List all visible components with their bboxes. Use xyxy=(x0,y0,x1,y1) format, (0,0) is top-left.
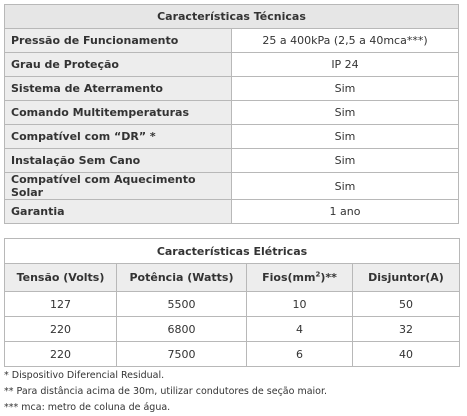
spec-value: Sim xyxy=(232,173,459,200)
cell-tensao: 220 xyxy=(5,342,117,367)
footnote-mca: *** mca: metro de coluna de água. xyxy=(4,402,171,413)
spec-label: Sistema de Aterramento xyxy=(5,77,232,101)
cell-disjuntor: 32 xyxy=(353,317,460,342)
spec-value: Sim xyxy=(232,149,459,173)
table-row xyxy=(5,292,460,317)
electrical-specs-table xyxy=(4,238,460,367)
table-row xyxy=(5,53,459,77)
footnotes xyxy=(4,368,327,416)
spec-label: Pressão de Funcionamento xyxy=(5,29,232,53)
table-row xyxy=(5,173,459,200)
spec-label: Garantia xyxy=(5,200,232,224)
spec-label: Compatível com Aquecimento Solar xyxy=(5,173,232,200)
table-row xyxy=(5,200,459,224)
spec-value: 25 a 400kPa (2,5 a 40mca***) xyxy=(232,29,459,53)
cell-potencia: 5500 xyxy=(117,292,247,317)
header-fios-text: Fios(mm xyxy=(262,271,316,284)
spec-label: Instalação Sem Cano xyxy=(5,149,232,173)
cell-tensao: 127 xyxy=(5,292,117,317)
header-fios-exponent: 2 xyxy=(315,270,321,279)
spec-label: Comando Multitemperaturas xyxy=(5,101,232,125)
table-row xyxy=(5,77,459,101)
cell-potencia: 6800 xyxy=(117,317,247,342)
electrical-specs-title: Características Elétricas xyxy=(5,239,460,264)
header-fios-suffix: )** xyxy=(320,271,337,284)
table-row xyxy=(5,125,459,149)
technical-specs-title: Características Técnicas xyxy=(5,5,459,29)
table-row xyxy=(5,101,459,125)
table-row xyxy=(5,149,459,173)
table-row xyxy=(5,342,460,367)
table-header-row xyxy=(5,264,460,292)
footnote-distance: ** Para distância acima de 30m, utilizar condutores de seção maior. xyxy=(4,386,328,397)
cell-fios: 6 xyxy=(247,342,353,367)
spec-value: IP 24 xyxy=(232,53,459,77)
header-tensao: Tensão (Volts) xyxy=(5,264,117,292)
header-fios xyxy=(247,264,353,292)
table-row xyxy=(5,317,460,342)
spec-value: Sim xyxy=(232,77,459,101)
cell-potencia: 7500 xyxy=(117,342,247,367)
spec-value: Sim xyxy=(232,101,459,125)
spec-label: Compatível com “DR” * xyxy=(5,125,232,149)
header-disjuntor: Disjuntor(A) xyxy=(353,264,460,292)
cell-fios: 10 xyxy=(247,292,353,317)
table-row xyxy=(5,29,459,53)
cell-fios: 4 xyxy=(247,317,353,342)
spec-label: Grau de Proteção xyxy=(5,53,232,77)
spec-value: Sim xyxy=(232,125,459,149)
cell-disjuntor: 50 xyxy=(353,292,460,317)
cell-disjuntor: 40 xyxy=(353,342,460,367)
header-potencia: Potência (Watts) xyxy=(117,264,247,292)
spec-value: 1 ano xyxy=(232,200,459,224)
footnote-dr: * Dispositivo Diferencial Residual. xyxy=(4,370,165,381)
technical-specs-table xyxy=(4,4,459,224)
cell-tensao: 220 xyxy=(5,317,117,342)
